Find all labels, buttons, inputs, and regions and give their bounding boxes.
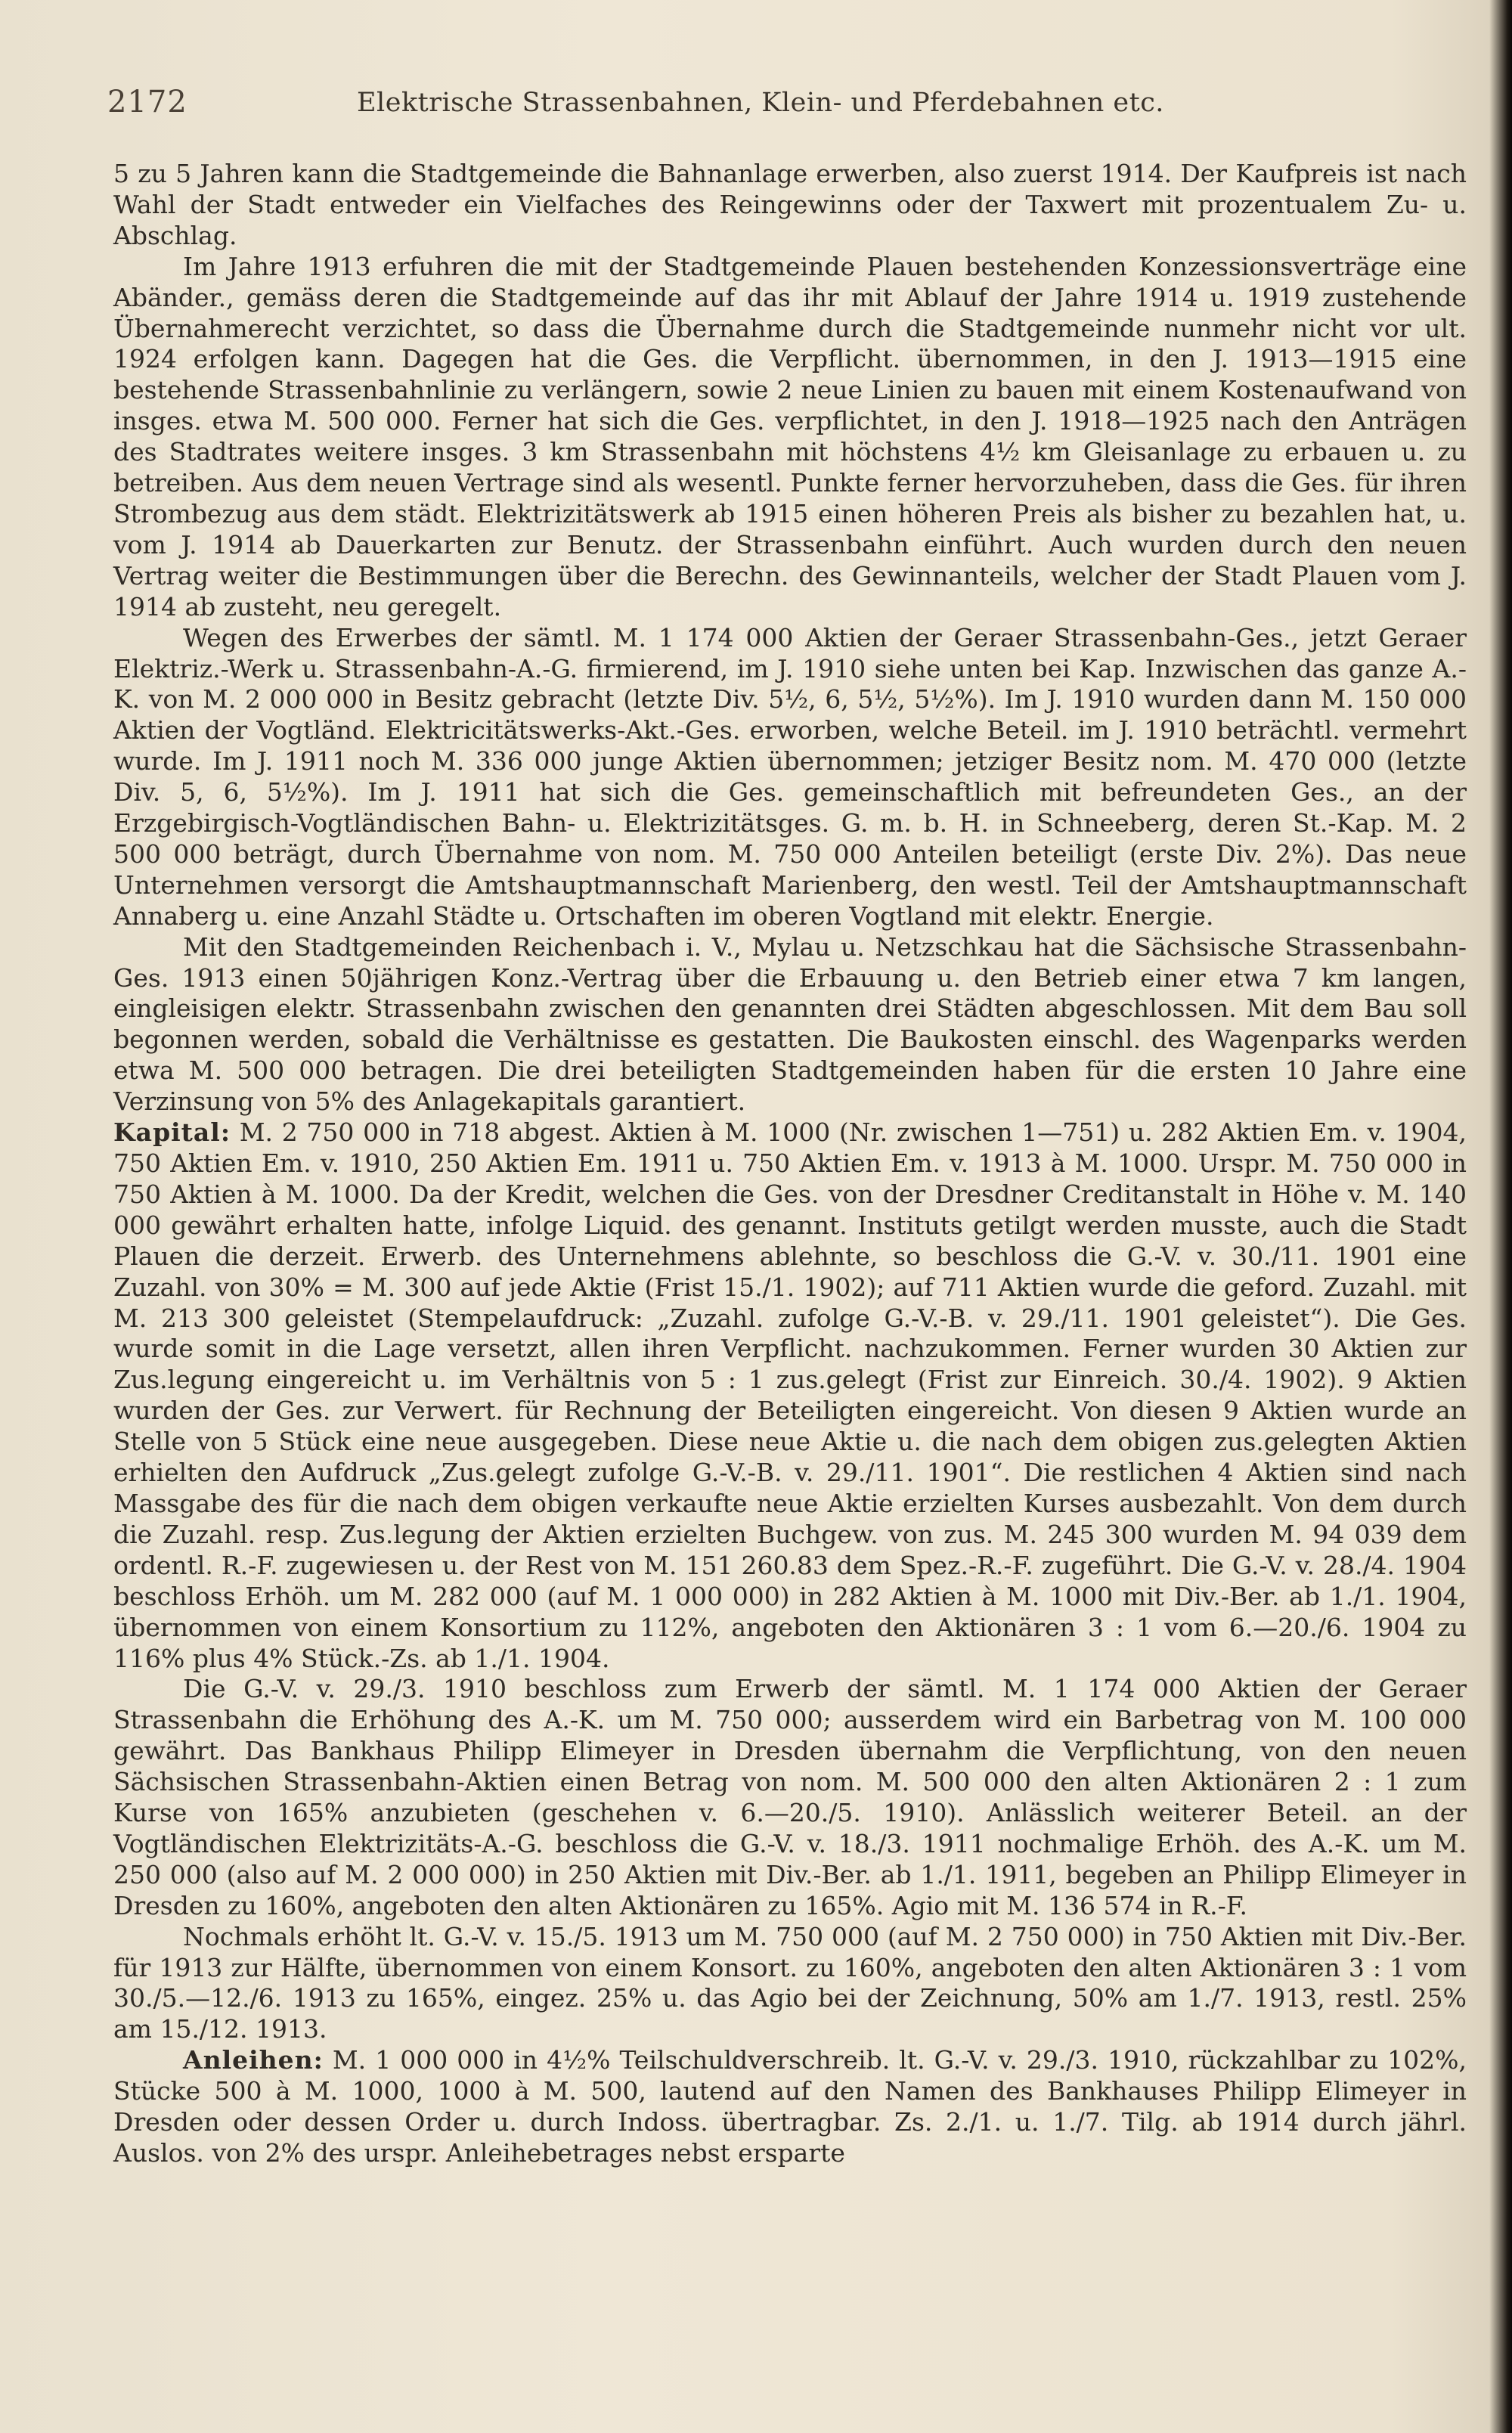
paragraph-acquisitions: [113, 623, 1467, 932]
paragraph-text: Die G.-V. v. 29./3. 1910 beschloss zum Erwerb der sämtl. M. 1 174 000 Aktien der Geraer Strassenbahn die Erhöhung des A.-K. um M. 750 000; ausserdem wird ein Barbetrag von M. 100 000 gewährt. Das Bankhaus Philipp Elimeyer in Dresden übernahm die Verpflichtung, von den neuen Sächsischen Strassenbahn-Aktien einen Betrag von nom. M. 500 000 den alten Aktionären 2 : 1 zum Kurse von 165% anzubieten (geschehen v. 6.—20./5. 1910). Anlässlich weiterer Beteil. an der Vogtländischen Elektrizitäts-A.-G. beschloss die G.-V. v. 18./3. 1911 nochmalige Erhöh. des A.-K. um M. 250 000 (also auf M. 2 000 000) in 250 Aktien mit Div.-Ber. ab 1./1. 1911, begeben an Philipp Elimeyer in Dresden zu 160%, angeboten den alten Aktionären zu 165%. Agio mit M. 136 574 in R.-F.: [113, 1674, 1467, 1920]
page-edge-shadow: [1489, 0, 1512, 2433]
paragraph-text: M. 2 750 000 in 718 abgest. Aktien à M. 1000 (Nr. zwischen 1—751) u. 282 Aktien Em. v. 1904, 750 Aktien Em. v. 1910, 250 Aktien Em. 1911 u. 750 Aktien Em. v. 1913 à M. 1000. Urspr. M. 750 000 in 750 Aktien à M. 1000. Da der Kredit, welchen die Ges. von der Dresdner Creditanstalt in Höhe v. M. 140 000 gewährt erhalten hatte, infolge Liquid. des genannt. Instituts getilgt werden musste, auch die Stadt Plauen die derzeit. Erwerb. des Unternehmens ablehnte, so beschloss die G.-V. v. 30./11. 1901 eine Zuzahl. von 30% = M. 300 auf jede Aktie (Frist 15./1. 1902); auf 711 Aktien wurde die geford. Zuzahl. mit M. 213 300 geleistet (Stempelaufdruck: „Zuzahl. zufolge G.-V.-B. v. 29./11. 1901 geleistet“). Die Ges. wurde somit in die Lage versetzt, allen ihren Verpflicht. nachzukommen. Ferner wurden 30 Aktien zur Zus.legung eingereicht u. im Verhältnis von 5 : 1 zus.gelegt (Frist zur Einreich. 30./4. 1902). 9 Aktien wurden der Ges. zur Verwert. für Rechnung der Beteiligten eingereicht. Von diesen 9 Aktien wurde an Stelle von 5 Stück eine neue ausgegeben. Diese neue Aktie u. die nach dem obigen zus.gelegten Aktien erhielten den Aufdruck „Zus.gelegt zufolge G.-V.-B. v. 29./11. 1901“. Die restlichen 4 Aktien sind nach Massgabe des für die nach dem obigen verkaufte neue Aktie erzielten Kurses ausbezahlt. Von dem durch die Zuzahl. resp. Zus.legung der Aktien erzielten Buchgew. von zus. M. 245 300 wurden M. 94 039 dem ordentl. R.-F. zugewiesen u. der Rest von M. 151 260.83 dem Spez.-R.-F. zugeführt. Die G.-V. v. 28./4. 1904 beschloss Erhöh. um M. 282 000 (auf M. 1 000 000) in 282 Aktien à M. 1000 mit Div.-Ber. ab 1./1. 1904, übernommen von einem Konsortium zu 112%, angeboten den Aktionären 3 : 1 vom 6.—20./6. 1904 zu 116% plus 4% Stück.-Zs. ab 1./1. 1904.: [113, 1117, 1467, 1673]
paragraph-text: Wegen des Erwerbes der sämtl. M. 1 174 000 Aktien der Geraer Strassenbahn-Ges., jetzt Geraer Elektriz.-Werk u. Strassenbahn-A.-G. firmierend, im J. 1910 siehe unten bei Kap. Inzwischen das ganze A.-K. von M. 2 000 000 in Besitz gebracht (letzte Div. 5½, 6, 5½, 5½%). Im J. 1910 wurden dann M. 150 000 Aktien der Vogtländ. Elektricitätswerks-Akt.-Ges. erworben, welche Beteil. im J. 1910 beträchtl. vermehrt wurde. Im J. 1911 noch M. 336 000 junge Aktien übernommen; jetziger Besitz nom. M. 470 000 (letzte Div. 5, 6, 5½%). Im J. 1911 hat sich die Ges. gemeinschaftlich mit befreundeten Ges., an der Erzgebirgisch-Vogtländischen Bahn- u. Elektrizitätsges. G. m. b. H. in Schneeberg, deren St.-Kap. M. 2 500 000 beträgt, durch Übernahme von nom. M. 750 000 Anteilen beteiligt (erste Div. 2%). Das neue Unternehmen versorgt die Amtshauptmannschaft Marienberg, den westl. Teil der Amtshauptmannschaft Annaberg u. eine Anzahl Städte u. Ortschaften im oberen Vogtland mit elektr. Energie.: [113, 622, 1467, 931]
paragraph-anleihen: [113, 2045, 1467, 2169]
paragraph-text: Nochmals erhöht lt. G.-V. v. 15./5. 1913 um M. 750 000 (auf M. 2 750 000) in 750 Aktien mit Div.-Ber. für 1913 zur Hälfte, übernommen von einem Konsort. zu 160%, angeboten den alten Aktionären 3 : 1 vom 30./5.—12./6. 1913 zu 165%, eingez. 25% u. das Agio bei der Zeichnung, 50% am 1./7. 1913, restl. 25% am 15./12. 1913.: [113, 1921, 1467, 2044]
paragraph-reichenbach: [113, 932, 1467, 1117]
section-label-anleihen: Anleihen:: [183, 2045, 324, 2075]
page-number: 2172: [107, 85, 187, 119]
paragraph-text: 5 zu 5 Jahren kann die Stadtgemeinde die Bahnanlage erwerben, also zuerst 1914. Der Kaufpreis ist nach Wahl der Stadt entweder ein Vielfaches des Reingewinns oder der Taxwert mit prozentualem Zu- u. Abschlag.: [113, 159, 1467, 250]
paragraph-text: M. 1 000 000 in 4½% Teilschuldverschreib. lt. G.-V. v. 29./3. 1910, rückzahlbar zu 102%, Stücke 500 à M. 1000, 1000 à M. 500, lautend auf den Namen des Bankhauses Philipp Elimeyer in Dresden oder dessen Order u. durch Indoss. übertragbar. Zs. 2./1. u. 1./7. Tilg. ab 1914 durch jährl. Auslos. von 2% des urspr. Anleihebetrages nebst ersparte: [113, 2045, 1467, 2168]
paragraph-concession-1913: [113, 252, 1467, 623]
running-title: Elektrische Strassenbahnen, Klein- und Pferdebahnen etc.: [357, 88, 1164, 118]
paragraph-gv-1913: [113, 1922, 1467, 2046]
paragraph-gv-1910: [113, 1674, 1467, 1921]
paragraph-text: Mit den Stadtgemeinden Reichenbach i. V., Mylau u. Netzschkau hat die Sächsische Strassenbahn-Ges. 1913 einen 50jährigen Konz.-Vertrag über die Erbauung u. den Betrieb einer etwa 7 km langen, eingleisigen elektr. Strassenbahn zwischen den genannten drei Städten abgeschlossen. Mit dem Bau soll begonnen werden, sobald die Verhältnisse es gestatten. Die Baukosten einschl. des Wagenparks werden etwa M. 500 000 betragen. Die drei beteiligten Stadtgemeinden haben für die ersten 10 Jahre eine Verzinsung von 5% des Anlagekapitals garantiert.: [113, 931, 1467, 1117]
paragraph-purchase-right: [113, 159, 1467, 252]
paragraph-kapital: [113, 1117, 1467, 1674]
body-text: [113, 159, 1467, 2389]
page-header: [100, 85, 1461, 138]
section-label-kapital: Kapital:: [113, 1117, 231, 1148]
paragraph-text: Im Jahre 1913 erfuhren die mit der Stadtgemeinde Plauen bestehenden Konzessionsverträge eine Abänder., gemäss deren die Stadtgemeinde auf das ihr mit Ablauf der Jahre 1914 u. 1919 zustehende Übernahmerecht verzichtet, so dass die Übernahme durch die Stadtgemeinde nunmehr nicht vor ult. 1924 erfolgen kann. Dagegen hat die Ges. die Verpflicht. übernommen, in den J. 1913—1915 eine bestehende Strassenbahnlinie zu verlängern, sowie 2 neue Linien zu bauen mit einem Kostenaufwand von insges. etwa M. 500 000. Ferner hat sich die Ges. verpflichtet, in den J. 1918—1925 nach den Anträgen des Stadtrates weitere insges. 3 km Strassenbahn mit höchstens 4½ km Gleisanlage zu erbauen u. zu betreiben. Aus dem neuen Vertrage sind als wesentl. Punkte ferner hervorzuheben, dass die Ges. für ihren Strombezug aus dem städt. Elektrizitätswerk ab 1915 einen höheren Preis als bisher zu bezahlen hat, u. vom J. 1914 ab Dauerkarten zur Benutz. der Strassenbahn einführt. Auch wurden durch den neuen Vertrag weiter die Bestimmungen über die Berechn. des Gewinnanteils, welcher der Stadt Plauen vom J. 1914 ab zusteht, neu geregelt.: [113, 251, 1467, 621]
